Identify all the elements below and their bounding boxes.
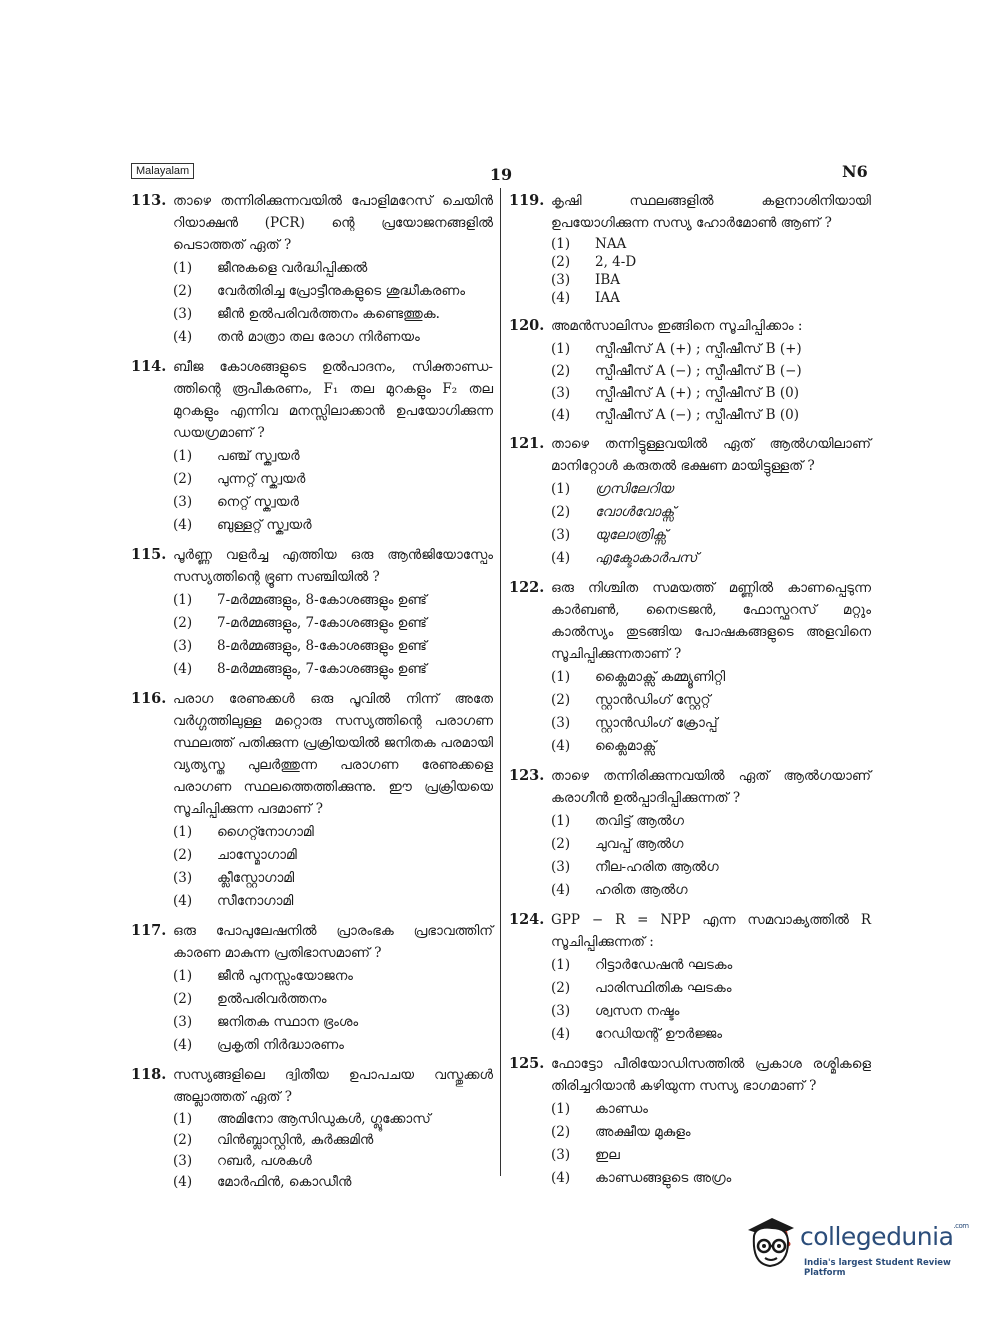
option-index: (3) <box>173 1153 193 1169</box>
option <box>173 1034 493 1057</box>
option-index: (2) <box>551 504 571 520</box>
option-text: നെറ്റ് സ്ക്വയർ <box>217 494 299 510</box>
option-index: (3) <box>173 870 193 886</box>
question-number: 120. <box>509 317 545 334</box>
option-text: ജീൻ പുനസ്സംയോജനം <box>217 968 353 984</box>
option-index: (3) <box>551 859 571 875</box>
option-text: തവിട്ട് ആൽഗ <box>595 813 684 829</box>
option-index: (3) <box>173 638 193 654</box>
option-index: (2) <box>551 692 571 708</box>
question-stem: ബീജ കോശങ്ങളുടെ ഉൽപാദനം, സിക്താണ്ഡ- ത്തിന്റെ രൂപീകരണം, F₁ തല മുറകളും F₂ തല മുറകളും എന്നിവ മനസ്സിലാക്കാൻ ഉപയോഗിക്കുന്ന ഡയഗ്രമാണ് ? <box>173 359 493 441</box>
option <box>551 1144 871 1167</box>
option-text: ഉൽപരിവർത്തനം <box>217 991 327 1007</box>
question-118 <box>131 1064 493 1193</box>
set-code: N6 <box>842 162 868 181</box>
question-stem: പൂർണ്ണ വളർച്ച എത്തിയ ഒരു ആൻജിയോസ്പേം സസ്യത്തിന്റെ ഭ്രൂണ സഞ്ചിയിൽ ? <box>173 547 493 585</box>
option <box>551 501 871 524</box>
option-text: വിൻബ്ലാസ്റ്റിൻ, കുർക്കുമിൻ <box>217 1132 374 1148</box>
option-index: (4) <box>551 1026 571 1042</box>
option-text: തൻ മാത്രാ തല രോഗ നിർണയം <box>217 329 420 345</box>
option-index: (3) <box>173 1014 193 1030</box>
question-124 <box>509 909 871 1046</box>
options-list <box>551 338 871 426</box>
question-stem: കൃഷി സ്ഥലങ്ങളിൽ കളനാശിനിയായി ഉപയോഗിക്കുന്ന സസ്യ ഹോർമോൺ ആണ് ? <box>551 193 871 231</box>
option <box>551 547 871 570</box>
option <box>551 253 871 271</box>
option-index: (1) <box>551 669 571 685</box>
option <box>551 289 871 307</box>
option <box>551 404 871 426</box>
question-115 <box>131 544 493 681</box>
option-text: അക്ഷീയ മുകുളം <box>595 1124 691 1140</box>
option <box>551 833 871 856</box>
option <box>551 810 871 833</box>
option-text: നീല-ഹരിത ആൽഗ <box>595 859 719 875</box>
option-index: (4) <box>173 1037 193 1053</box>
option-index: (2) <box>173 471 193 487</box>
option-text: സ്പീഷീസ് A (−) ; സ്പീഷീസ് B (0) <box>595 407 799 423</box>
option <box>551 524 871 547</box>
option-index: (4) <box>551 550 571 566</box>
option <box>551 338 871 360</box>
option <box>173 589 493 612</box>
option-text: 8-മർമ്മങ്ങളും, 7-കോശങ്ങളും ഉണ്ട് <box>217 661 427 677</box>
option <box>173 1151 493 1172</box>
option-text: സ്റ്റാൻഡിംഗ് സ്റ്റേറ്റ് <box>595 692 711 708</box>
option <box>551 1167 871 1190</box>
option-text: 7-മർമ്മങ്ങളും, 7-കോശങ്ങളും ഉണ്ട് <box>217 615 427 631</box>
option-index: (1) <box>173 448 193 464</box>
option <box>173 890 493 913</box>
option <box>551 382 871 404</box>
option <box>173 844 493 867</box>
option <box>173 326 493 349</box>
option-text: IBA <box>595 272 621 288</box>
option-text: സ്പീഷീസ് A (−) ; സ്പീഷീസ് B (−) <box>595 363 802 379</box>
option <box>551 879 871 902</box>
options-list <box>173 821 493 913</box>
option-text: ക്ലൈമാക്സ് <box>595 738 657 754</box>
option-index: (2) <box>551 254 571 270</box>
question-number: 124. <box>509 911 545 928</box>
question-stem: ഫോട്ടോ പീരിയോഡിസത്തിൽ പ്രകാശ രശ്മികളെ തിരിച്ചറിയാൻ കഴിയുന്ന സസ്യ ഭാഗമാണ് ? <box>551 1056 871 1094</box>
question-116 <box>131 688 493 913</box>
question-stem: താഴെ തന്നിരിക്കുന്നവയിൽ പോളിമറേസ് ചെയിൻ റിയാക്ഷൻ (PCR) ന്റെ പ്രയോജനങ്ങളിൽ പെടാത്തത് ഏത് ? <box>173 193 493 253</box>
option <box>173 1011 493 1034</box>
option-text: ശ്വസന നഷ്ടം <box>595 1003 680 1019</box>
option-index: (1) <box>173 592 193 608</box>
option-index: (3) <box>173 494 193 510</box>
option <box>173 867 493 890</box>
option-text: 2, 4-D <box>595 254 637 270</box>
option <box>551 689 871 712</box>
collegedunia-logo[interactable] <box>742 1210 972 1280</box>
option-index: (3) <box>551 385 571 401</box>
question-120 <box>509 315 871 426</box>
options-list <box>551 235 871 307</box>
option-text: IAA <box>595 290 620 306</box>
logo-brand: collegedunia <box>800 1222 954 1251</box>
option-text: 8-മർമ്മങ്ങളും, 8-കോശങ്ങളും ഉണ്ട് <box>217 638 427 654</box>
options-list <box>551 954 871 1046</box>
options-list <box>173 445 493 537</box>
mascot-icon <box>742 1212 798 1276</box>
question-number: 115. <box>131 546 167 563</box>
left-column <box>131 190 493 1193</box>
option-text: ഹരിത ആൽഗ <box>595 882 688 898</box>
question-number: 121. <box>509 435 545 452</box>
option-text: കാണ്ഡം <box>595 1101 648 1117</box>
question-number: 123. <box>509 767 545 784</box>
option <box>173 280 493 303</box>
option-index: (1) <box>551 813 571 829</box>
option-text: യുലോത്രിക്സ് <box>595 527 667 543</box>
option <box>173 1130 493 1151</box>
option-index: (1) <box>551 341 571 357</box>
option <box>551 712 871 735</box>
option <box>551 271 871 289</box>
option-text: NAA <box>595 236 627 252</box>
option-index: (1) <box>551 236 571 252</box>
option-text: ക്ലൈമാക്സ് കമ്മ്യൂണിറ്റി <box>595 669 726 685</box>
option-index: (2) <box>551 980 571 996</box>
option-index: (3) <box>551 527 571 543</box>
question-122 <box>509 577 871 758</box>
logo-domain: .com <box>953 1222 969 1230</box>
question-number: 113. <box>131 192 167 209</box>
option-index: (4) <box>551 882 571 898</box>
option-text: ജനിതക സ്ഥാന ഭ്രംശം <box>217 1014 359 1030</box>
option <box>173 1172 493 1193</box>
logo-tagline: India's largest Student Review Platform <box>804 1258 951 1278</box>
option <box>551 360 871 382</box>
option <box>173 635 493 658</box>
option-text: ഗൈറ്റ്നോഗാമി <box>217 824 314 840</box>
option-text: സ്റ്റാൻഡിംഗ് ക്രോപ്പ് <box>595 715 718 731</box>
option-index: (2) <box>551 836 571 852</box>
option-index: (1) <box>551 481 571 497</box>
option <box>551 235 871 253</box>
question-114 <box>131 356 493 537</box>
option-text: 7-മർമ്മങ്ങളും, 8-കോശങ്ങളും ഉണ്ട് <box>217 592 427 608</box>
option-index: (4) <box>173 1174 193 1190</box>
column-divider <box>500 188 501 1176</box>
option-index: (2) <box>173 1132 193 1148</box>
option-text: പഞ്ച് സ്ക്വയർ <box>217 448 300 464</box>
option-index: (4) <box>551 1170 571 1186</box>
question-stem: അമൻസാലിസം ഇങ്ങിനെ സൂചിപ്പിക്കാം : <box>551 318 803 334</box>
option-text: ചുവപ്പ് ആൽഗ <box>595 836 684 852</box>
option-index: (4) <box>551 407 571 423</box>
question-stem: താഴെ തന്നിട്ടുള്ളവയിൽ ഏത് ആൽഗയിലാണ് മാനിറ്റോൾ കരുതൽ ഭക്ഷണ മായിട്ടുള്ളത് ? <box>551 436 871 474</box>
option-text: അമിനോ ആസിഡുകൾ, ഗ്ലൂക്കോസ് <box>217 1111 431 1127</box>
option <box>173 257 493 280</box>
option-index: (3) <box>173 306 193 322</box>
option-text: പുന്നറ്റ് സ്ക്വയർ <box>217 471 306 487</box>
option-text: റിട്ടാർഡേഷൻ ഘടകം <box>595 957 733 973</box>
option-index: (4) <box>173 893 193 909</box>
question-number: 125. <box>509 1055 545 1072</box>
question-stem: GPP − R = NPP എന്ന സമവാക്യത്തിൽ R സൂചിപ്പിക്കുന്നത് : <box>551 912 871 950</box>
question-number: 122. <box>509 579 545 596</box>
option <box>173 445 493 468</box>
options-list <box>551 1098 871 1190</box>
option-index: (1) <box>173 968 193 984</box>
option-index: (4) <box>551 290 571 306</box>
option <box>173 1109 493 1130</box>
option <box>551 1023 871 1046</box>
option-text: എക്ടോകാർപസ് <box>595 550 698 566</box>
option-index: (1) <box>551 1101 571 1117</box>
option <box>551 478 871 501</box>
option-index: (2) <box>173 615 193 631</box>
option-index: (3) <box>551 1147 571 1163</box>
option-text: ഇല <box>595 1147 620 1163</box>
option-text: സ്പീഷീസ് A (+) ; സ്പീഷീസ് B (0) <box>595 385 799 401</box>
question-125 <box>509 1053 871 1190</box>
question-stem: ഒരു പോപുലേഷനിൽ പ്രാരംഭക പ്രഭാവത്തിന് കാരണ മാകുന്ന പ്രതിഭാസമാണ് ? <box>173 923 493 961</box>
option <box>551 666 871 689</box>
option <box>173 491 493 514</box>
option-index: (2) <box>551 1124 571 1140</box>
option <box>173 303 493 326</box>
question-117 <box>131 920 493 1057</box>
option <box>173 965 493 988</box>
options-list <box>173 965 493 1057</box>
option-text: ചാസ്മോഗാമി <box>217 847 297 863</box>
option-text: കാണ്ഡങ്ങളുടെ അഗ്രം <box>595 1170 732 1186</box>
option-index: (1) <box>551 957 571 973</box>
question-stem: ഒരു നിശ്ചിത സമയത്ത് മണ്ണിൽ കാണപ്പെടുന്ന കാർബൺ, നൈട്രജൻ, ഫോസ്ഫറസ് മറ്റും കാൽസ്യം തുടങ്ങിയ പോഷകങ്ങളുടെ അളവിനെ സൂചിപ്പിക്കുന്നതാണ് ? <box>551 580 871 662</box>
question-number: 119. <box>509 192 545 209</box>
question-123 <box>509 765 871 902</box>
option <box>173 821 493 844</box>
language-badge: Malayalam <box>131 163 194 179</box>
option-index: (1) <box>173 824 193 840</box>
option-index: (2) <box>173 283 193 299</box>
option-index: (1) <box>173 1111 193 1127</box>
question-number: 117. <box>131 922 167 939</box>
options-list <box>551 810 871 902</box>
option-index: (3) <box>551 715 571 731</box>
option-text: പ്രകൃതി നിർദ്ധാരണം <box>217 1037 344 1053</box>
option <box>551 1121 871 1144</box>
options-list <box>173 257 493 349</box>
option-index: (3) <box>551 1003 571 1019</box>
right-column <box>509 190 871 1190</box>
question-number: 118. <box>131 1066 167 1083</box>
option-text: റബർ, പശകൾ <box>217 1153 312 1169</box>
option-index: (4) <box>173 661 193 677</box>
option-index: (3) <box>551 272 571 288</box>
question-stem: പരാഗ രേണുക്കൾ ഒരു പൂവിൽ നിന്ന് അതേ വർഗ്ഗത്തിലുള്ള മറ്റൊരു സസ്യത്തിന്റെ പരാഗണ സ്ഥലത്ത് പതിക്കുന്ന പ്രക്രിയയിൽ ജനിതക പരമായി വ്യത്യസ്ത പുലർത്തുന്ന പരാഗണ രേണുക്കളെ പരാഗണ സ്ഥലത്തെത്തിക്കുന്നു. ഈ പ്രക്രിയയെ സൂചിപ്പിക്കുന്ന പദമാണ് ? <box>173 691 493 817</box>
options-list <box>551 666 871 758</box>
option <box>173 988 493 1011</box>
option-text: സ്പീഷീസ് A (+) ; സ്പീഷീസ് B (+) <box>595 341 802 357</box>
option-index: (2) <box>173 847 193 863</box>
question-number: 114. <box>131 358 167 375</box>
options-list <box>173 1109 493 1193</box>
option <box>551 856 871 879</box>
option <box>551 1000 871 1023</box>
question-113 <box>131 190 493 349</box>
option <box>173 468 493 491</box>
option <box>551 1098 871 1121</box>
question-119 <box>509 190 871 307</box>
page-number: 19 <box>489 165 513 184</box>
option-text: സീനോഗാമി <box>217 893 294 909</box>
option-index: (2) <box>551 363 571 379</box>
logo-wordmark <box>800 1222 969 1251</box>
option-text: മോർഫിൻ, കൊഡീൻ <box>217 1174 352 1190</box>
option-text: പാരിസ്ഥിതിക ഘടകം <box>595 980 732 996</box>
option-text: ക്ലീസ്റ്റോഗാമി <box>217 870 295 886</box>
question-number: 116. <box>131 690 167 707</box>
option-text: ജീനുകളെ വർദ്ധിപ്പിക്കൽ <box>217 260 368 276</box>
option <box>551 735 871 758</box>
option <box>551 977 871 1000</box>
option <box>173 612 493 635</box>
option <box>551 954 871 977</box>
options-list <box>173 589 493 681</box>
option-index: (4) <box>173 517 193 533</box>
options-list <box>551 478 871 570</box>
question-stem: താഴെ തന്നിരിക്കുന്നവയിൽ ഏത് ആൽഗയാണ് കരാഗീൻ ഉൽപ്പാദിപ്പിക്കുന്നത് ? <box>551 768 871 806</box>
option-text: ജീൻ ഉൽപരിവർത്തനം കണ്ടെത്തുക. <box>217 306 440 322</box>
option-index: (4) <box>551 738 571 754</box>
option-index: (2) <box>173 991 193 1007</box>
question-stem: സസ്യങ്ങളിലെ ദ്വിതീയ ഉപാപചയ വസ്തുക്കൾ അല്ലാത്തത് ഏത് ? <box>173 1067 493 1105</box>
option-index: (1) <box>173 260 193 276</box>
option-text: ഗ്രസിലേറിയ <box>595 481 674 497</box>
question-121 <box>509 433 871 570</box>
option-text: വോൾവോക്സ് <box>595 504 675 520</box>
option <box>173 514 493 537</box>
option-text: വേർതിരിച്ച പ്രോട്ടീനുകളുടെ ശുദ്ധീകരണം <box>217 283 465 299</box>
option <box>173 658 493 681</box>
option-text: റേഡിയന്റ് ഊർജ്ജം <box>595 1026 722 1042</box>
option-text: ബുള്ളറ്റ് സ്ക്വയർ <box>217 517 312 533</box>
option-index: (4) <box>173 329 193 345</box>
